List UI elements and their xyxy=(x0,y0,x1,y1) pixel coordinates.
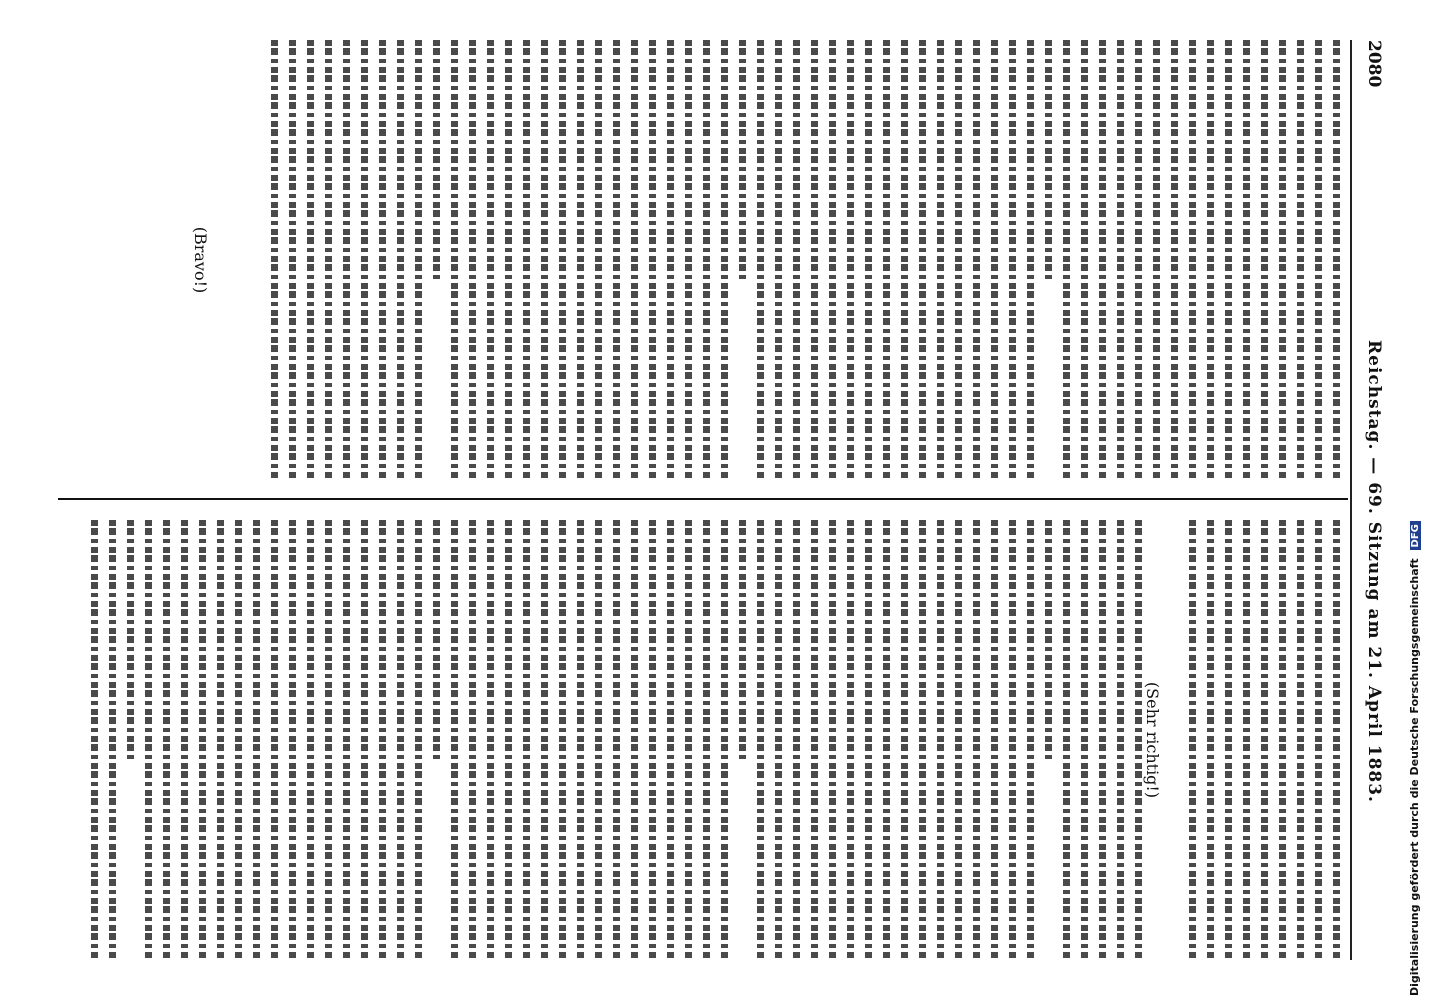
text-line-placeholder xyxy=(919,520,926,960)
text-line-placeholder xyxy=(973,520,980,960)
text-line-placeholder xyxy=(451,520,458,960)
page-header xyxy=(1354,40,1384,960)
text-line-placeholder xyxy=(1261,520,1268,960)
text-line-placeholder xyxy=(1207,40,1214,480)
text-line-placeholder xyxy=(595,40,602,480)
text-line-placeholder xyxy=(1333,40,1340,480)
text-line-placeholder xyxy=(973,40,980,480)
text-line-placeholder xyxy=(613,40,620,480)
text-line-placeholder xyxy=(1171,40,1178,480)
text-line-placeholder xyxy=(1333,520,1340,960)
text-line-placeholder xyxy=(1027,40,1034,480)
text-line-placeholder xyxy=(235,520,242,960)
text-line-placeholder xyxy=(991,40,998,480)
text-line-placeholder xyxy=(685,520,692,960)
text-line-placeholder xyxy=(271,40,278,480)
text-line-placeholder xyxy=(649,40,656,480)
text-line-placeholder xyxy=(361,520,368,960)
text-line-placeholder xyxy=(433,520,440,762)
text-line-placeholder xyxy=(487,40,494,480)
text-line-placeholder xyxy=(325,40,332,480)
text-line-placeholder xyxy=(91,520,98,960)
text-line-placeholder xyxy=(829,520,836,960)
header-title: Reichstag. — 69. Sitzung am 21. April 1883. xyxy=(1364,340,1384,803)
text-line-placeholder xyxy=(379,520,386,960)
text-line-placeholder xyxy=(109,520,116,960)
text-line-placeholder xyxy=(163,520,170,960)
text-line-placeholder xyxy=(469,40,476,480)
text-line-placeholder xyxy=(1081,40,1088,480)
text-line-placeholder xyxy=(1153,40,1160,480)
text-line-placeholder xyxy=(325,520,332,960)
right-column xyxy=(60,520,1340,960)
text-line-placeholder xyxy=(865,520,872,960)
text-line-placeholder xyxy=(883,40,890,480)
text-line-placeholder xyxy=(1099,520,1106,960)
text-line-placeholder xyxy=(955,520,962,960)
text-line-placeholder xyxy=(1045,520,1052,762)
text-line-placeholder xyxy=(631,520,638,960)
text-line-placeholder xyxy=(1081,520,1088,960)
text-line-placeholder xyxy=(793,520,800,960)
text-line-placeholder xyxy=(649,520,656,960)
column-divider xyxy=(58,498,1348,500)
text-line-placeholder xyxy=(559,40,566,480)
text-line-placeholder xyxy=(991,520,998,960)
text-line-placeholder xyxy=(1099,40,1106,480)
text-line-placeholder xyxy=(955,40,962,480)
text-line-placeholder xyxy=(703,40,710,480)
text-line-placeholder xyxy=(937,40,944,480)
text-line-placeholder xyxy=(793,40,800,480)
text-line-placeholder xyxy=(523,520,530,960)
text-line-placeholder xyxy=(811,40,818,480)
text-line-placeholder xyxy=(1315,520,1322,960)
text-line-placeholder xyxy=(487,520,494,960)
text-line-placeholder xyxy=(505,520,512,960)
text-line-placeholder xyxy=(739,40,746,282)
left-column-text xyxy=(224,40,1340,480)
text-line-placeholder xyxy=(901,520,908,960)
text-line-placeholder xyxy=(883,520,890,960)
text-line-placeholder xyxy=(577,520,584,960)
text-line-placeholder xyxy=(541,40,548,480)
text-line-placeholder xyxy=(451,40,458,480)
text-line-placeholder xyxy=(145,520,152,960)
text-line-placeholder xyxy=(397,40,404,480)
text-line-placeholder xyxy=(775,40,782,480)
text-line-placeholder xyxy=(847,520,854,960)
digitization-credit xyxy=(1408,16,1421,996)
text-line-placeholder xyxy=(307,520,314,960)
text-line-placeholder xyxy=(1207,520,1214,960)
text-line-placeholder xyxy=(757,520,764,960)
text-line-placeholder xyxy=(181,520,188,960)
text-line-placeholder xyxy=(1027,520,1034,960)
text-line-placeholder xyxy=(1297,40,1304,480)
text-line-placeholder xyxy=(865,40,872,480)
text-line-placeholder xyxy=(289,520,296,960)
text-line-placeholder xyxy=(1189,40,1196,480)
text-line-placeholder xyxy=(901,40,908,480)
text-line-placeholder xyxy=(811,520,818,960)
text-line-placeholder xyxy=(1135,520,1142,960)
text-line-placeholder xyxy=(271,520,278,960)
text-line-placeholder xyxy=(523,40,530,480)
right-interjection: (Sehr richtig!) xyxy=(1143,681,1162,799)
text-line-placeholder xyxy=(721,40,728,480)
left-column xyxy=(60,40,1340,480)
text-line-placeholder xyxy=(1225,520,1232,960)
text-line-placeholder xyxy=(379,40,386,480)
page-number: 2080 xyxy=(1364,40,1384,88)
text-line-placeholder xyxy=(775,520,782,960)
header-divider xyxy=(1350,40,1352,960)
text-line-placeholder xyxy=(469,520,476,960)
text-line-placeholder xyxy=(199,520,206,960)
text-line-placeholder xyxy=(541,520,548,960)
text-line-placeholder xyxy=(1045,40,1052,282)
text-line-placeholder xyxy=(847,40,854,480)
text-line-placeholder xyxy=(721,520,728,960)
text-line-placeholder xyxy=(307,40,314,480)
text-line-placeholder xyxy=(919,40,926,480)
text-line-placeholder xyxy=(757,40,764,480)
text-line-placeholder xyxy=(1009,520,1016,960)
text-line-placeholder xyxy=(667,520,674,960)
text-line-placeholder xyxy=(1297,520,1304,960)
text-line-placeholder xyxy=(505,40,512,480)
text-line-placeholder xyxy=(253,520,260,960)
text-line-placeholder xyxy=(613,520,620,960)
text-line-placeholder xyxy=(289,40,296,480)
text-line-placeholder xyxy=(667,40,674,480)
text-line-placeholder xyxy=(1063,40,1070,480)
text-line-placeholder xyxy=(829,40,836,480)
text-line-placeholder xyxy=(703,520,710,960)
text-line-placeholder xyxy=(631,40,638,480)
text-line-placeholder xyxy=(1243,520,1250,960)
text-line-placeholder xyxy=(1243,40,1250,480)
text-line-placeholder xyxy=(937,520,944,960)
text-line-placeholder xyxy=(739,520,746,762)
text-line-placeholder xyxy=(343,520,350,960)
text-line-placeholder xyxy=(1225,40,1232,480)
text-line-placeholder xyxy=(1117,520,1124,960)
text-line-placeholder xyxy=(1315,40,1322,480)
text-line-placeholder xyxy=(343,40,350,480)
left-interjection: (Bravo!) xyxy=(191,226,210,294)
rotated-newspaper-sheet xyxy=(32,0,1392,1000)
text-line-placeholder xyxy=(415,40,422,480)
dfg-logo: DFG xyxy=(1410,521,1421,550)
text-line-placeholder xyxy=(1135,40,1142,480)
text-line-placeholder xyxy=(1279,40,1286,480)
text-line-placeholder xyxy=(433,40,440,282)
text-line-placeholder xyxy=(1189,520,1196,960)
credit-text: Digitalisierung gefördert durch die Deutsche Forschungsgemeinschaft xyxy=(1408,558,1421,996)
text-line-placeholder xyxy=(595,520,602,960)
text-line-placeholder xyxy=(685,40,692,480)
text-line-placeholder xyxy=(361,40,368,480)
text-line-placeholder xyxy=(415,520,422,960)
text-line-placeholder xyxy=(127,520,134,762)
text-line-placeholder xyxy=(1063,520,1070,960)
text-line-placeholder xyxy=(1261,40,1268,480)
text-line-placeholder xyxy=(1117,40,1124,480)
text-line-placeholder xyxy=(577,40,584,480)
text-line-placeholder xyxy=(397,520,404,960)
text-line-placeholder xyxy=(217,520,224,960)
text-line-placeholder xyxy=(559,520,566,960)
text-line-placeholder xyxy=(1279,520,1286,960)
text-line-placeholder xyxy=(1009,40,1016,480)
